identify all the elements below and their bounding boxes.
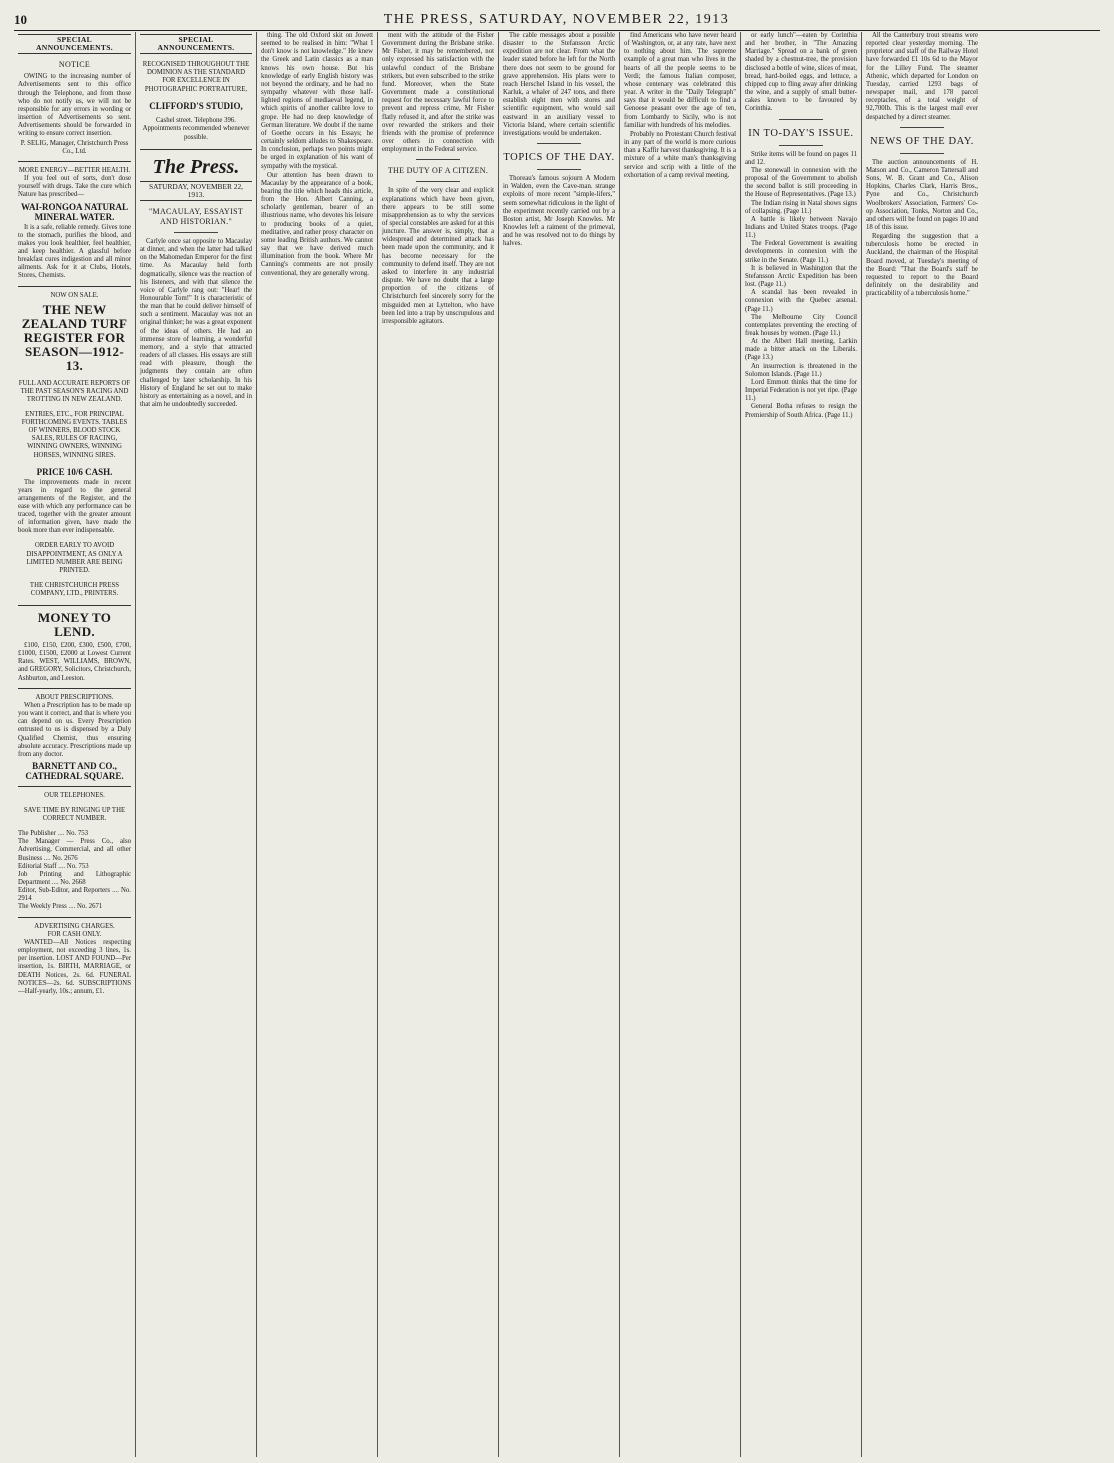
article-text: or early lunch"—eaten by Corinthia and her brother, in "The Amazing Marriage." Spread on a bank of green shaded by a chestnut-tree, the provision disclosed a bottle of wine, slices of meat, bread, hard-boiled eggs, and lettuce, a chipped cup to fling away after drinking the wine, and a supply of small butter-cakes known to be favoured by Corinthia. — [745, 32, 857, 113]
list-item: A scandal has been revealed in connexion with the Quebec arsenal. (Page 11.) — [745, 289, 857, 313]
sale-heading: NOW ON SALE. — [50, 291, 99, 299]
divider — [18, 786, 131, 787]
prescriptions-firm: BARNETT AND CO., CATHEDRAL SQUARE. — [25, 761, 124, 781]
topics-heading: TOPICS OF THE DAY. — [503, 152, 615, 164]
register-text: FULL AND ACCURATE REPORTS OF THE PAST SEASON'S RACING AND TROTTING IN NEW ZEALAND. — [18, 379, 131, 403]
topics-text: Thoreau's famous sojourn A Modern in Walden, even the Cave-man. strange exploits of more recent "simple-lifers," seem somewhat ridiculous in the light of the experiment recently carried out by a Boston artist, Mr Joseph Knowles. Mr Knowles left a raiment of the primeval, and he was resolved not to do things by halves. — [503, 175, 615, 248]
column-8 — [861, 32, 982, 1457]
article-text: All the Canterbury trout streams were reported clear yesterday morning. The proprietor and staff of the Railway Hotel have forwarded £1 10s 6d to the Mayor for the Lilley Fund. The steamer Athenic, which departed for London on Tuesday, carried 1293 bags of newspaper mail, and 178 parcel receptacles, of a total weight of 92,700lb. This is the largest mail ever despatched by a direct steamer. — [866, 32, 978, 121]
list-item: At the Albert Hall meeting, Larkin made a bitter attack on the Liberals. (Page 13.) — [745, 338, 857, 362]
divider — [779, 145, 824, 146]
divider — [18, 688, 131, 689]
mineral-intro: If you feel out of sorts, don't dose yourself with drugs. Take the cure which Nature has prescribed— — [18, 175, 131, 199]
register-title: THE NEW ZEALAND TURF REGISTER FOR SEASON—1912-13. — [21, 301, 128, 373]
advert-text: WANTED—All Notices respecting employment, not exceeding 3 lines, 1s. per insertion. LOST AND FOUND—Per insertion, 1s. BIRTH, MARRIAGE, or DEATH Notices, 2s. 6d. FUNERAL NOTICES—2s. 6d. SUBSCRIPTIONS—Half-yearly, 10s.; annum, £1. — [18, 938, 131, 995]
register-note: The improvements made in recent years in regard to the general arrangements of the Register, and the ease with which any performance can be traced, together with the greater amount of information given, have made the book more than ever indispensable. — [18, 478, 131, 535]
article-title: "MACAULAY, ESSAYIST AND HISTORIAN." — [148, 206, 244, 226]
date-line: SATURDAY, NOVEMBER 22, 1913. — [140, 181, 252, 201]
today-heading: IN TO-DAY'S ISSUE. — [748, 127, 854, 139]
column-1 — [14, 32, 135, 1457]
divider — [416, 159, 461, 160]
advert-heading: ADVERTISING CHARGES. — [34, 922, 115, 930]
money-heading: MONEY TO LEND. — [37, 609, 112, 639]
column-2 — [135, 32, 256, 1457]
divider — [779, 119, 824, 120]
advert-subheading: FOR CASH ONLY. — [47, 930, 102, 938]
column-5 — [498, 32, 619, 1457]
studio-intro: RECOGNISED THROUGHOUT THE DOMINION AS THE STANDARD FOR EXCELLENCE IN PHOTOGRAPHIC PORTRAITURE, — [142, 61, 250, 93]
register-price: PRICE 10/6 CASH. — [36, 466, 113, 477]
divider — [18, 917, 131, 918]
masthead — [14, 2, 1100, 31]
divider — [18, 605, 131, 606]
column-6 — [619, 32, 740, 1457]
telephone-entry: Editorial Staff .... No. 753 — [18, 862, 89, 870]
list-item: An insurrection is threatened in the Solomon Islands. (Page 11.) — [745, 362, 857, 378]
article-text: The cable messages about a possible disaster to the Stefansson Arctic expedition are not clear. From what the leader stated before he left for the North there does not seem to be ground for grave apprehension. His plans were to reach Herschel Island in his vessel, the Karluk, a whaler of 247 tons, and there establish eight men with stores and scientific equipment, who would sail eastward in an auxiliary vessel to Victoria Island, where certain scientific investigations would be undertaken. — [503, 32, 615, 137]
telephone-entry: Editor, Sub-Editor, and Reporters .... No. 2914 — [18, 887, 132, 903]
money-text: £100, £150, £200, £300, £500, £700, £1000, £1500, £2000 at Lowest Current Rates. WEST, WILLIAMS, BROWN, and GREGORY, Solicitors, Christchurch, Ashburton, and Leeston. — [18, 641, 131, 682]
section-heading: SPECIAL ANNOUNCEMENTS. — [140, 34, 252, 54]
article-text: thing. The old Oxford skit on Jowett seemed to be realised in him: "What I don't know is not knowledge." He knew the Greek and Latin classics as a man knows his own house. But his knowledge of early English history was not beyond the ordinary, and he had no sympathy whatever with those half-lighted regions of mediaeval legend, in which spirits of another calibre love to grope. He had no deep knowledge of German literature. We doubt if the name of Goethe occurs in his Essays; he certainly seldom alludes to Shakespeare. In conclusion, perhaps two points might be urged in explanation of his want of sympathy with the mystical. — [261, 32, 373, 170]
section-heading: SPECIAL ANNOUNCEMENTS. — [18, 34, 131, 54]
divider — [140, 149, 252, 150]
register-list: ENTRIES, ETC., FOR PRINCIPAL FORTHCOMING EVENTS. TABLES OF WINNERS, BLOOD STOCK SALES, RULES OF RACING, WINNING OWNERS, WINNING HORSES, WINNING SIRES. — [21, 410, 128, 459]
telephone-entry: Job Printing and Lithographic Department .... No. 2668 — [18, 870, 131, 886]
telephone-entry: The Weekly Press .... No. 2671 — [18, 903, 103, 911]
prescriptions-text: When a Prescription has to be made up you want it correct, and that is where you can depend on us. Every Prescription entrusted to us is dispensed by a Duly Qualified Chemist, thus ensuring absolute accuracy. Prescriptions made up from any doctor. — [18, 701, 131, 758]
divider — [900, 127, 945, 128]
telephone-list — [18, 830, 131, 912]
studio-address: Cashel street. Telephone 396. Appointments recommended whenever possible. — [142, 117, 250, 141]
prescriptions-heading: ABOUT PRESCRIPTIONS. — [35, 693, 114, 701]
divider — [18, 161, 131, 162]
list-item: The stonewall in connexion with the proposal of the Government to abolish the second ballot is still proceeding in the House of Representatives. (Page 13.) — [745, 166, 857, 199]
duty-text: In spite of the very clear and explicit explanations which have been given, there appears to be still some misapprehension as to why the services of special constables are asked for at this juncture. The answer is, simply, that a widespread and determined attack has been made upon the community, and it has become necessary for the community to defend itself. They are not asked to interfere in any industrial dispute. We have no doubt that a large proportion of the citizens of Christchurch feel sincerely sorry for the misguided men at Lyttelton, who have been led into a trap by unscrupulous and irresponsible agitators. — [382, 187, 494, 325]
news-text: Regarding the suggestion that a tuberculosis home be erected in Auckland, the chairman of the Hospital Board moved, at Tuesday's meeting of the Board: "That the Board's staff be requested to report to the Board definitely on the desirability and practicability of a tuberculosis home." — [866, 233, 978, 298]
list-item: A battle is likely between Navajo Indians and United States troops. (Page 11.) — [745, 215, 857, 240]
article-text: ment with the attitude of the Fisher Government during the Brisbane strike. Mr Fisher, it may be remembered, not only expressed his satisfaction with the unlawful conduct of the Brisbane strikers, but even subscribed to the strike fund. Moreover, when the State Government made a constitutional request for the necessary lawful force to prevent and repress crime, Mr Fisher flatly refused it, and after the strike was over rewarded the strikers and their friends with the promise of preference over others in connection with employment in the Federal service. — [382, 32, 494, 154]
list-item: Lord Emmott thinks that the time for Imperial Federation is not yet ripe. (Page 11.) — [745, 378, 857, 403]
divider — [537, 169, 582, 170]
list-item: It is believed in Washington that the Stefansson Arctic Expedition has been lost. (Page 11.) — [745, 264, 857, 289]
mineral-heading: MORE ENERGY—BETTER HEALTH. — [18, 166, 131, 174]
telephones-heading: OUR TELEPHONES. — [44, 792, 105, 799]
list-item: The Federal Government is awaiting developments in connexion with the strike in the Senate. (Page 11.) — [745, 240, 857, 264]
article-text: Carlyle once sat opposite to Macaulay at dinner, and when the latter had talked on the Mahomedan Emperor for the first time. As Macaulay held forth dogmatically, silence was the reaction of his listeners, and with that silence the voice of Carlyle rang out: "Hear! the Honourable Tom!" It is characteristic of the man that he could deliver himself of such a sentiment. Macaulay was not an original thinker; he was a great exponent of the ideas of others. He had an immense store of learning, a wonderful memory, and a style that attracted readers of all classes. His essays are still read with pleasure, though the judgments they contain are often challenged by later scholarship. In his History of England he set out to make history as entertaining as a novel, and in that aim he undoubtedly succeeded. — [140, 237, 252, 409]
column-4 — [377, 32, 498, 1457]
list-item: The Melbourne City Council contemplates preventing the erecting of freak houses by women. (Page 11.) — [745, 313, 857, 337]
telephone-entry: The Publisher .... No. 753 — [18, 830, 89, 838]
columns — [14, 32, 1106, 1457]
divider — [900, 153, 945, 154]
article-text: Our attention has been drawn to Macaulay by the appearance of a book, bearing the title which heads this article, from the Hon. Albert Canning, a scholarly gentleman, bearer of an illustrious name, who devotes his leisure to producing books of a quiet, meditative, and rather prosy character on some leading British authors. We cannot say that we have derived much illumination from the book. Where Mr Canning's comments are not prosily conventional, they are generally wrong. — [261, 171, 373, 277]
page-number: 10 — [14, 12, 27, 27]
divider — [537, 143, 582, 144]
paper-title: The Press. — [152, 155, 240, 178]
column-3 — [256, 32, 377, 1457]
news-heading: NEWS OF THE DAY. — [870, 135, 974, 147]
today-list — [745, 151, 857, 420]
running-head: THE PRESS, SATURDAY, NOVEMBER 22, 1913 — [383, 12, 730, 27]
studio-name: CLIFFORD'S STUDIO, — [149, 100, 243, 111]
mineral-name: WAI-RONGOA NATURAL MINERAL WATER. — [20, 201, 129, 222]
collection-text: Probably no Protestant Church festival in any part of the world is more curious than a Kaffir harvest thanksgiving. It is a mixture of a white man's thanksgiving service and scrip with a little of the exhortation of a camp revival meeting. — [624, 130, 736, 179]
duty-heading: THE DUTY OF A CITIZEN. — [387, 166, 489, 176]
divider — [174, 232, 219, 233]
mineral-text: It is a safe, reliable remedy. Gives tone to the stomach, purifies the blood, and makes you look healthier, feel healthier, and keep healthier. A glassful before breakfast cures indigestion and all minor ailments. Ask for it at Clubs, Hotels, Stores, Chemists. — [18, 223, 131, 280]
notice-signature: P. SELIG, Manager, Christchurch Press Co., Ltd. — [20, 139, 129, 155]
news-text: The auction announcements of H. Matson and Co., Cameron Tattersall and Sons, W. B. Grant and Co., Alison Hopkins, Charles Clark, Harris Bros., Pyne and Co., Christchurch Woolbrokers' Association, Farmers' Co-op Association, Tonks, Norton and Co., and others will be found on pages 10 and 18 of this issue. — [866, 158, 978, 231]
column-7 — [740, 32, 861, 1457]
article-text: find Americans who have never heard of Washington, or, at any rate, have next to nothing about him. The supreme example of a great man who lives in the hearts of all the people seems to be Verdi; the famous Italian composer, whose centenary was celebrated this year. A writer in the "Daily Telegraph" says that it would be difficult to find a Genoese peasant over the age of ten, from Lombardy to Sicily, who is not familiar with hundreds of his melodies. — [624, 32, 736, 129]
notice-heading: NOTICE — [58, 60, 91, 70]
publisher: THE CHRISTCHURCH PRESS COMPANY, LTD., PRINTERS. — [29, 581, 120, 598]
list-item: General Botha refuses to resign the Premiership of South Africa. (Page 11.) — [745, 403, 857, 419]
telephones-text: SAVE TIME BY RINGING UP THE CORRECT NUMBER. — [23, 806, 126, 823]
telephone-entry: The Manager — Press Co., also Advertising, Commercial, and all other Business .... No. 2676 — [18, 838, 131, 862]
notice-text: OWING to the increasing number of Advertisements sent to this office through the Telephone, and from those who do not notify us, we will not be responsible for any errors in wording or insertion of Advertisements so sent. Advertisements should be forwarded in writing to ensure correct insertion. — [18, 73, 131, 138]
list-item: The Indian rising in Natal shows signs of collapsing. (Page 11.) — [745, 199, 857, 215]
list-item: Strike items will be found on pages 11 and 12. — [745, 150, 857, 166]
divider — [18, 286, 131, 287]
order-note: ORDER EARLY TO AVOID DISAPPOINTMENT, AS ONLY A LIMITED NUMBER ARE BEING PRINTED. — [26, 542, 123, 574]
divider — [416, 181, 461, 182]
